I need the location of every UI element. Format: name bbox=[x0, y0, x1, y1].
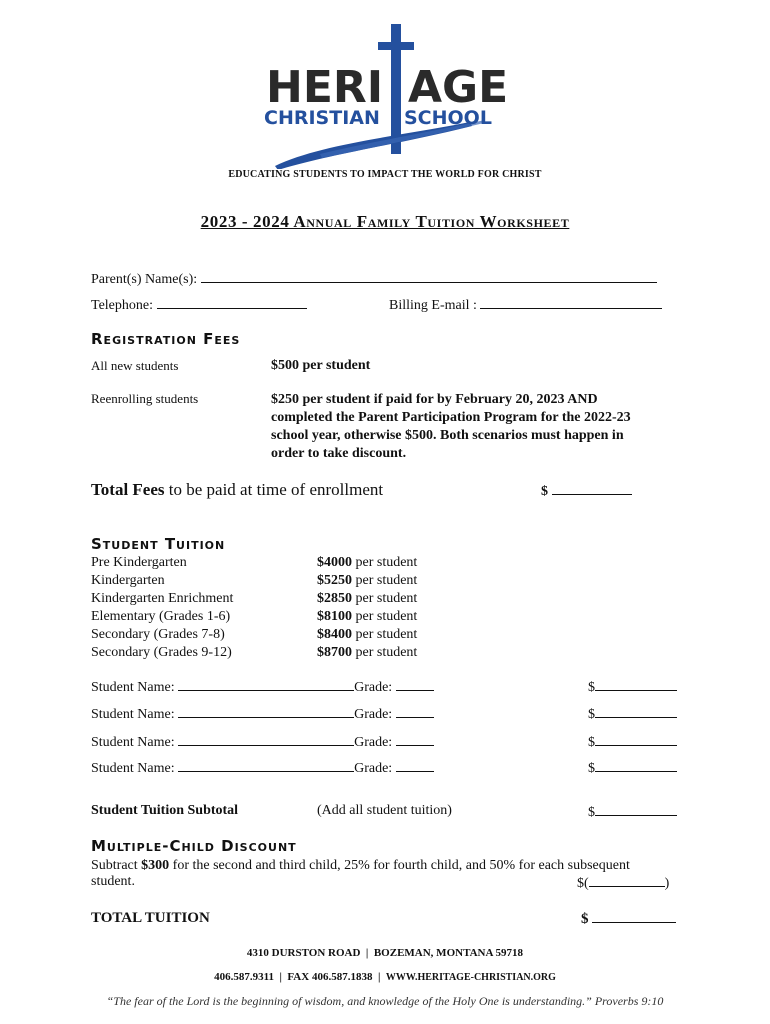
parent-name-field[interactable] bbox=[201, 270, 657, 283]
dollar-sign: $ bbox=[588, 680, 595, 695]
logo-sub-left: CHRISTIAN bbox=[264, 107, 380, 129]
student-name-label: Student Name: bbox=[91, 761, 175, 776]
discount-text-pre: Subtract bbox=[91, 858, 142, 873]
grade-field[interactable] bbox=[396, 705, 434, 718]
student-row bbox=[91, 733, 434, 751]
grade-name: Elementary (Grades 1-6) bbox=[91, 609, 231, 624]
total-tuition-field[interactable] bbox=[592, 910, 676, 923]
logo-word-left: HERI bbox=[266, 62, 384, 113]
grade-list bbox=[91, 554, 233, 662]
billing-email-label: Billing E-mail : bbox=[389, 298, 477, 313]
student-amount bbox=[588, 678, 677, 696]
reenroll-fee-line: order to take discount. bbox=[271, 446, 407, 461]
phone: 406.587.9311 bbox=[214, 971, 274, 983]
logo-cross-horizontal bbox=[378, 42, 414, 50]
discount-text-line2: student. bbox=[91, 874, 135, 889]
parent-name-row bbox=[91, 270, 657, 288]
subtotal-amount bbox=[588, 803, 677, 821]
parent-name-label: Parent(s) Name(s): bbox=[91, 272, 198, 287]
telephone-label: Telephone: bbox=[91, 298, 153, 313]
subtotal-field[interactable] bbox=[595, 803, 677, 816]
reenroll-fee-line: school year, otherwise $500. Both scenarios must happen in bbox=[271, 428, 624, 443]
school-logo bbox=[260, 24, 510, 169]
total-fees-amount bbox=[541, 482, 632, 500]
student-amount bbox=[588, 705, 677, 723]
logo-word-right: AGE bbox=[408, 62, 509, 113]
discount-field[interactable] bbox=[589, 874, 665, 887]
separator: | bbox=[279, 971, 282, 983]
billing-email-row bbox=[389, 296, 662, 314]
discount-text-post: for the second and third child, 25% for fourth child, and 50% for each subsequent bbox=[169, 858, 630, 873]
grade-field[interactable] bbox=[396, 759, 434, 772]
discount-text bbox=[91, 857, 691, 874]
student-amount-field[interactable] bbox=[595, 678, 677, 691]
rate-item: $8400 per student bbox=[317, 627, 418, 642]
tagline: EDUCATING STUDENTS TO IMPACT THE WORLD FOR CHRIST bbox=[228, 169, 542, 180]
tuition-heading: Student Tuition bbox=[91, 535, 226, 553]
dollar-sign: $ bbox=[588, 761, 595, 776]
dollar-sign: $ bbox=[581, 911, 589, 927]
subtotal-label: Student Tuition Subtotal bbox=[91, 803, 239, 818]
dollar-sign: $ bbox=[588, 805, 595, 820]
reenroll-fee-line: $250 per student if paid for by February 20, 2023 AND bbox=[271, 392, 598, 407]
total-fees-row bbox=[91, 480, 383, 500]
discount-heading: Multiple-Child Discount bbox=[91, 837, 297, 855]
student-name-field[interactable] bbox=[178, 759, 354, 772]
discount-amount: $300 bbox=[141, 858, 170, 873]
dollar-paren-close: ) bbox=[664, 876, 670, 891]
subtotal-note: (Add all student tuition) bbox=[317, 803, 452, 818]
student-amount bbox=[588, 759, 677, 777]
grade-label: Grade: bbox=[354, 680, 393, 695]
student-name-label: Student Name: bbox=[91, 680, 175, 695]
rate-item: $4000 per student bbox=[317, 555, 418, 570]
separator: | bbox=[377, 971, 381, 983]
rate-item: $8100 per student bbox=[317, 609, 418, 624]
grade-field[interactable] bbox=[396, 733, 434, 746]
fax: FAX 406.587.1838 bbox=[287, 971, 373, 983]
rate-list bbox=[317, 554, 417, 662]
footer-contact bbox=[0, 971, 770, 983]
grade-name: Secondary (Grades 7-8) bbox=[91, 627, 225, 642]
city: BOZEMAN, MONTANA 59718 bbox=[373, 947, 524, 959]
footer-address bbox=[0, 947, 770, 959]
total-tuition-label: TOTAL TUITION bbox=[91, 910, 210, 926]
new-students-fee: $500 per student bbox=[271, 358, 371, 373]
rate-item: $2850 per student bbox=[317, 591, 418, 606]
reenroll-label: Reenrolling students bbox=[91, 391, 199, 406]
student-amount-field[interactable] bbox=[595, 759, 677, 772]
total-fees-desc: to be paid at time of enrollment bbox=[168, 480, 384, 499]
total-tuition-amount bbox=[581, 910, 676, 928]
student-row bbox=[91, 705, 434, 723]
student-name-field[interactable] bbox=[178, 678, 354, 691]
dollar-sign: $ bbox=[588, 707, 595, 722]
total-fees-label: Total Fees bbox=[91, 480, 165, 499]
registration-heading: Registration Fees bbox=[91, 330, 241, 348]
total-fees-field[interactable] bbox=[552, 482, 632, 495]
student-amount-field[interactable] bbox=[595, 705, 677, 718]
reenroll-fee bbox=[271, 391, 631, 463]
grade-label: Grade: bbox=[354, 761, 393, 776]
rate-item: $8700 per student bbox=[317, 645, 418, 660]
new-students-label: All new students bbox=[91, 358, 179, 373]
telephone-field[interactable] bbox=[157, 296, 307, 309]
grade-name: Pre Kindergarten bbox=[91, 555, 187, 570]
total-fees-dollar: $ bbox=[541, 484, 548, 499]
grade-field[interactable] bbox=[396, 678, 434, 691]
grade-label: Grade: bbox=[354, 707, 393, 722]
student-row bbox=[91, 759, 434, 777]
dollar-sign: $ bbox=[588, 735, 595, 750]
student-row bbox=[91, 678, 434, 696]
student-name-label: Student Name: bbox=[91, 735, 175, 750]
reenroll-fee-line: completed the Parent Participation Program for the 2022-23 bbox=[271, 410, 631, 425]
grade-label: Grade: bbox=[354, 735, 393, 750]
separator: | bbox=[365, 947, 369, 959]
grade-name: Kindergarten bbox=[91, 573, 165, 588]
worksheet-title: 2023 - 2024 Annual Family Tuition Worksheet bbox=[200, 212, 570, 231]
grade-name: Secondary (Grades 9-12) bbox=[91, 645, 232, 660]
student-amount-field[interactable] bbox=[595, 733, 677, 746]
student-name-field[interactable] bbox=[178, 733, 354, 746]
website-link[interactable]: WWW.HERITAGE-CHRISTIAN.ORG bbox=[385, 972, 556, 983]
logo-sub-right: SCHOOL bbox=[404, 107, 492, 129]
scripture-quote: “The fear of the Lord is the beginning of wisdom, and knowledge of the Holy One is understanding.” Proverbs 9:10 bbox=[106, 994, 664, 1008]
grade-name: Kindergarten Enrichment bbox=[91, 591, 234, 606]
billing-email-field[interactable] bbox=[480, 296, 662, 309]
student-name-label: Student Name: bbox=[91, 707, 175, 722]
student-amount bbox=[588, 733, 677, 751]
street-address: 4310 DURSTON ROAD bbox=[246, 947, 361, 959]
student-name-field[interactable] bbox=[178, 705, 354, 718]
discount-amount-field-wrap bbox=[577, 874, 669, 892]
telephone-row bbox=[91, 296, 307, 314]
rate-item: $5250 per student bbox=[317, 573, 418, 588]
dollar-paren-open: $( bbox=[577, 876, 589, 891]
